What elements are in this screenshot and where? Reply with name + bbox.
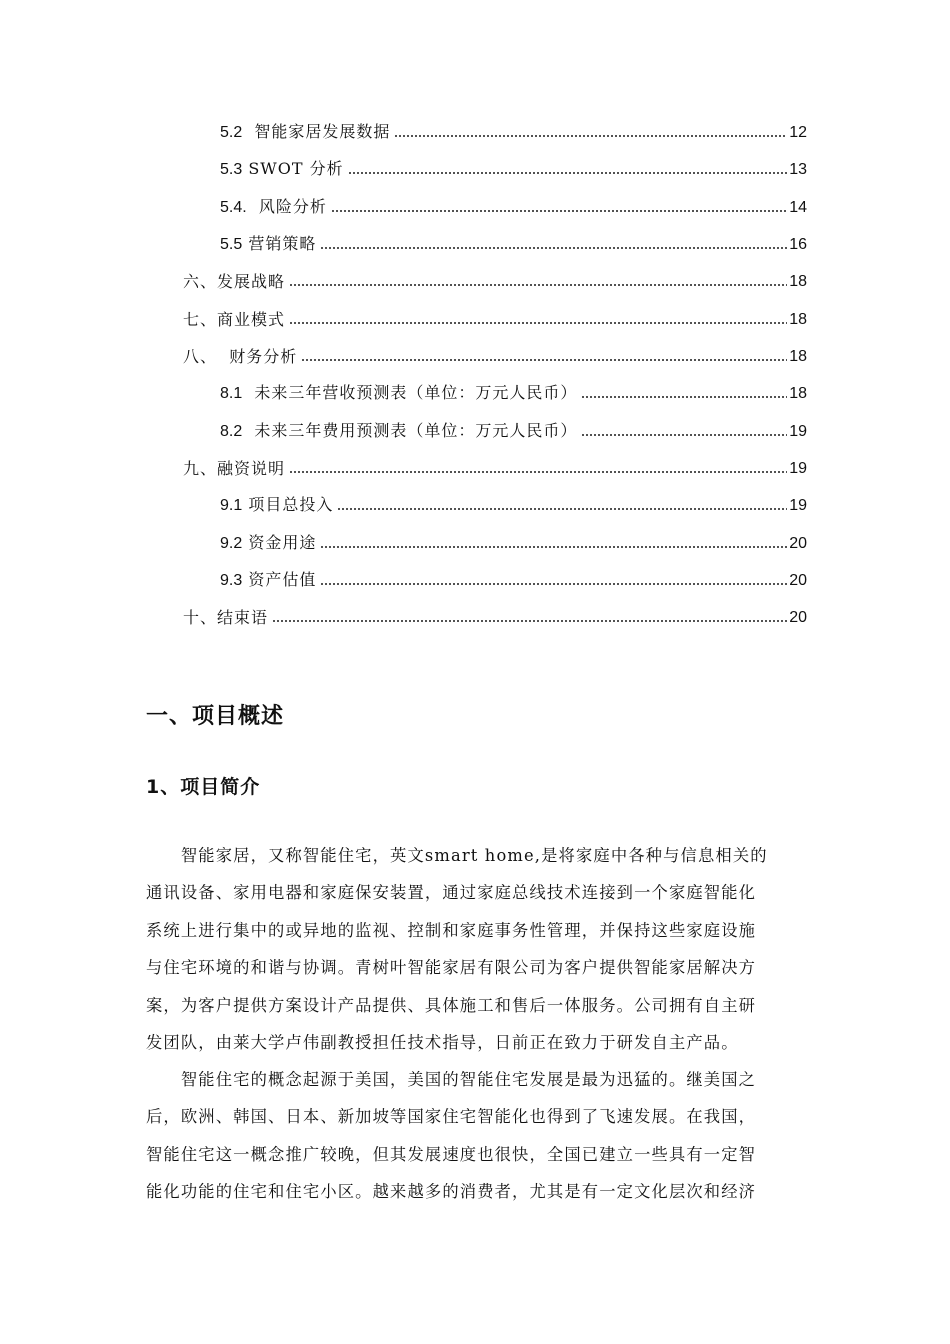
- toc-page-number: 20: [789, 535, 807, 552]
- toc-page-number: 18: [789, 385, 807, 402]
- paragraph-line: 与住宅环境的和谐与协调。青树叶智能家居有限公司为客户提供智能家居解决方: [146, 958, 757, 978]
- toc-page-number: 20: [789, 609, 807, 626]
- toc-page-number: 18: [789, 311, 807, 328]
- toc-entry[interactable]: [183, 606, 807, 630]
- toc-leader-dots: [581, 393, 787, 400]
- toc-leader-dots: [289, 468, 787, 475]
- toc-page-number: 13: [789, 161, 807, 178]
- toc-entry-label: 5.5 营销策略: [220, 234, 317, 253]
- toc-entry[interactable]: [220, 121, 807, 145]
- toc-leader-dots: [320, 543, 787, 550]
- toc-entry-label: 9.2 资金用途: [220, 533, 317, 552]
- toc-entry[interactable]: [183, 308, 807, 332]
- paragraph-line: 能化功能的住宅和住宅小区。越来越多的消费者，尤其是有一定文化层次和经济: [146, 1182, 757, 1202]
- toc-leader-dots: [320, 580, 787, 587]
- toc-entry[interactable]: [183, 457, 807, 481]
- intro-paragraph: [146, 837, 810, 1061]
- toc-page-number: 20: [789, 572, 807, 589]
- toc-entry[interactable]: [220, 382, 807, 406]
- toc-leader-dots: [320, 244, 787, 251]
- toc-entry[interactable]: [220, 569, 807, 593]
- paragraph-line: 智能住宅的概念起源于美国，美国的智能住宅发展是最为迅猛的。继美国之: [146, 1070, 757, 1089]
- paragraph-line: 后，欧洲、韩国、日本、新加坡等国家住宅智能化也得到了飞速发展。在我国，: [146, 1107, 757, 1127]
- toc-entry-label: 8.1 未来三年营收预测表（单位：万元人民币）: [220, 383, 578, 402]
- toc-page-number: 19: [789, 460, 807, 477]
- toc-entry-label: 七、商业模式: [183, 310, 286, 329]
- toc-page-number: 18: [789, 273, 807, 290]
- toc-entry-label: 9.1 项目总投入: [220, 495, 334, 514]
- toc-leader-dots: [289, 281, 787, 288]
- toc-entry-label: 十、结束语: [183, 608, 269, 627]
- toc-leader-dots: [337, 505, 787, 512]
- paragraph-line: 智能住宅这一概念推广较晚，但其发展速度也很快，全国已建立一些具有一定智: [146, 1144, 757, 1164]
- paragraph-line: 发团队，由莱大学卢伟副教授担任技术指导，日前正在致力于研发自主产品。: [146, 1032, 739, 1052]
- toc-page-number: 19: [789, 423, 807, 440]
- origin-paragraph: [146, 1061, 810, 1211]
- toc-entry-label: 9.3 资产估值: [220, 570, 317, 589]
- toc-entry[interactable]: [220, 158, 807, 182]
- toc-page-number: 18: [789, 348, 807, 365]
- paragraph-line: 智能家居，又称智能住宅，英文smart home,是将家庭中各种与信息相关的: [146, 846, 768, 865]
- toc-entry-label: 5.2 智能家居发展数据: [220, 122, 391, 141]
- toc-entry[interactable]: [220, 233, 807, 257]
- toc-page-number: 16: [789, 236, 807, 253]
- toc-page-number: 19: [789, 497, 807, 514]
- toc-page-number: 12: [789, 124, 807, 141]
- toc-entry-label: 六、发展战略: [183, 272, 286, 291]
- toc-leader-dots: [348, 169, 788, 176]
- toc-entry[interactable]: [220, 196, 807, 220]
- paragraph-line: 系统上进行集中的或异地的监视、控制和家庭事务性管理，并保持这些家庭设施: [146, 920, 757, 940]
- toc-entry[interactable]: [220, 532, 807, 556]
- toc-leader-dots: [581, 431, 787, 438]
- toc-page-number: 14: [789, 199, 807, 216]
- subsection-heading: 1、项目简介: [146, 776, 261, 798]
- toc-leader-dots: [272, 617, 787, 624]
- toc-entry-label: 八、 财务分析: [183, 347, 298, 366]
- toc-entry[interactable]: [183, 270, 807, 294]
- section-heading: 一、项目概述: [146, 704, 285, 729]
- toc-leader-dots: [301, 356, 787, 363]
- toc-entry-label: 8.2 未来三年费用预测表（单位：万元人民币）: [220, 421, 578, 440]
- toc-leader-dots: [289, 319, 787, 326]
- paragraph-line: 案，为客户提供方案设计产品提供、具体施工和售后一体服务。公司拥有自主研: [146, 995, 757, 1015]
- toc-entry-label: 5.3 SWOT 分析: [220, 159, 344, 178]
- paragraph-line: 通讯设备、家用电器和家庭保安装置，通过家庭总线技术连接到一个家庭智能化: [146, 883, 757, 903]
- toc-leader-dots: [331, 207, 787, 214]
- toc-entry-label: 九、融资说明: [183, 459, 286, 478]
- toc-entry[interactable]: [220, 494, 807, 518]
- toc-entry[interactable]: [220, 420, 807, 444]
- toc-entry[interactable]: [183, 345, 807, 369]
- toc-entry-label: 5.4. 风险分析: [220, 197, 327, 216]
- toc-leader-dots: [394, 132, 787, 139]
